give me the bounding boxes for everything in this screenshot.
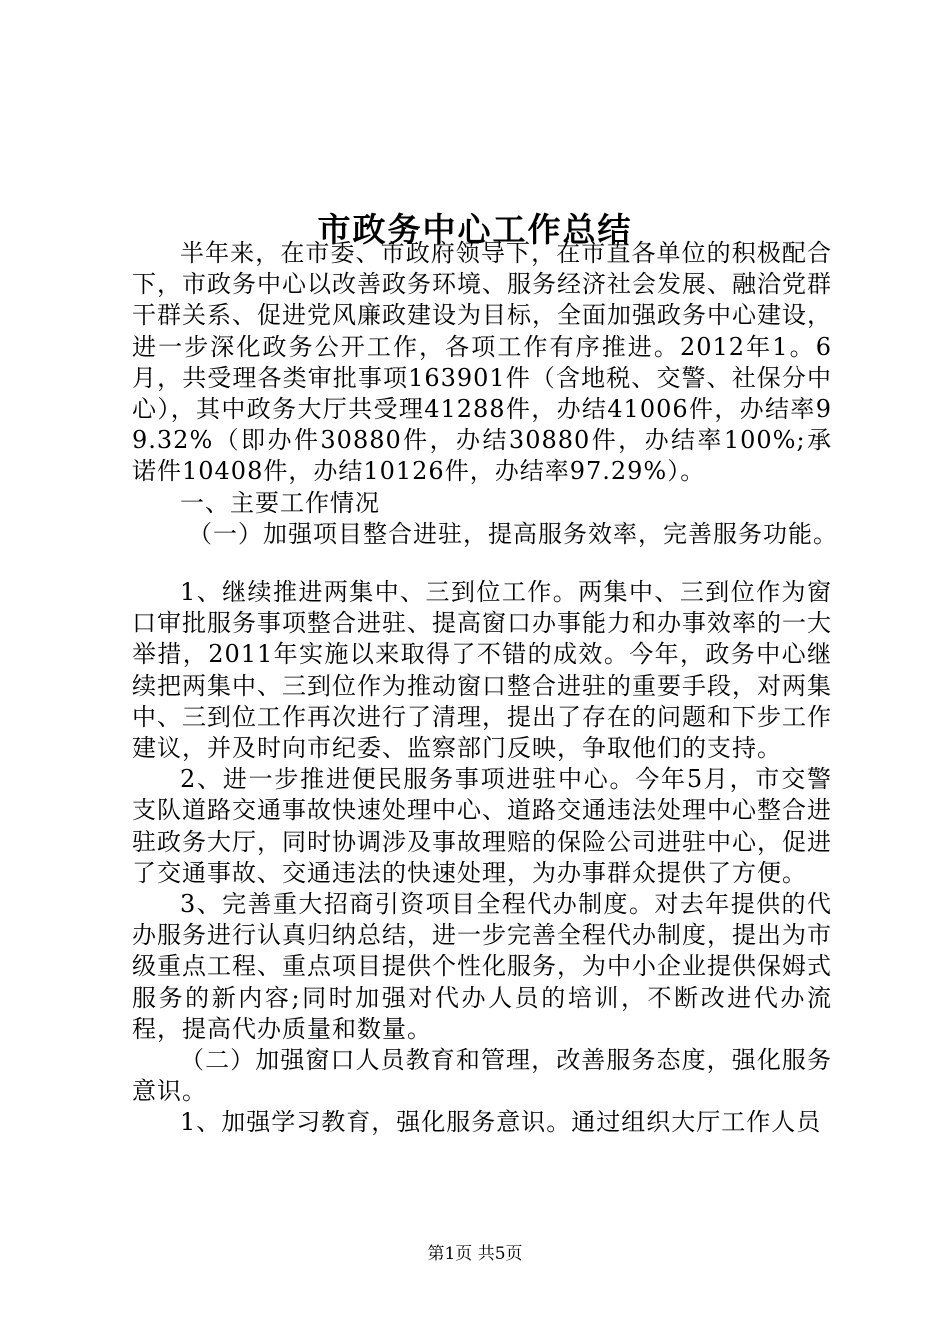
section-heading-main-work: 一、主要工作情况: [180, 488, 380, 517]
document-title: 市政务中心工作总结: [317, 210, 633, 250]
paragraph-item-2: 2、进一步推进便民服务事项进驻中心。今年5月，市交警支队道路交通事故快速处理中心、道路交通违法处理中心整合进驻政务大厅，同时协调涉及事故理赔的保险公司进驻中心，促进了交通事故、交通违法的快速处理，为办事群众提供了方便。: [132, 765, 832, 887]
subsection-heading-2: （二）加强窗口人员教育和管理，改善服务态度，强化服务意识。: [132, 1046, 832, 1106]
document-body: [132, 238, 838, 1139]
paragraph-item-1: 1、继续推进两集中、三到位工作。两集中、三到位作为窗口审批服务事项整合进驻、提高窗口办事能力和办事效率的一大举措，2011年实施以来取得了不错的成效。今年，政务中心继续把两集中、三到位作为推动窗口整合进驻的重要手段，对两集中、三到位工作再次进行了清理，提出了存在的问题和下步工作建议，并及时向市纪委、监察部门反映，争取他们的支持。: [132, 578, 832, 763]
intro-paragraph: 半年来，在市委、市政府领导下，在市直各单位的积极配合下，市政务中心以改善政务环境、服务经济社会发展、融洽党群干群关系、促进党风廉政建设为目标，全面加强政务中心建设，进一步深化政务公开工作，各项工作有序推进。2012年1。6月，共受理各类审批事项163901件（含地税、交警、社保分中心），其中政务大厅共受理41288件，办结41006件，办结率99.32%（即办件30880件，办结30880件，办结率100%;承诺件10408件，办结10126件，办结率97.29%）。: [132, 239, 832, 486]
page-indicator: 第1页 共5页: [427, 1244, 523, 1264]
paragraph-item-4: 1、加强学习教育，强化服务意识。通过组织大厅工作人员: [180, 1108, 822, 1137]
subsection-heading-1: （一）加强项目整合进驻，提高服务效率，完善服务功能。: [188, 519, 838, 548]
paragraph-item-3: 3、完善重大招商引资项目全程代办制度。对去年提供的代办服务进行认真归纳总结，进一步完善全程代办制度，提出为市级重点工程、重点项目提供个性化服务，为中小企业提供保姆式服务的新内容;同时加强对代办人员的培训，不断改进代办流程，提高代办质量和数量。: [132, 890, 832, 1043]
